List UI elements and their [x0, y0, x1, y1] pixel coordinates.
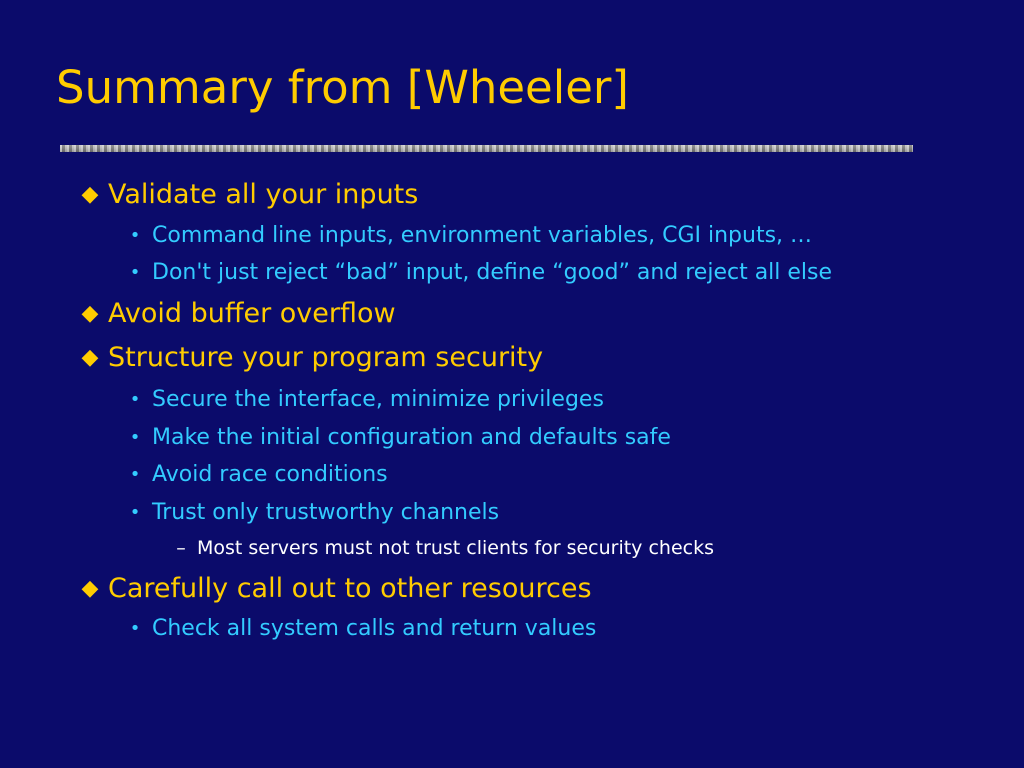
bullet-text: Command line inputs, environment variables, CGI inputs, … [152, 223, 813, 248]
bullet-level2 [118, 460, 388, 490]
bullet-level1 [72, 296, 396, 332]
bullet-text: Make the initial configuration and defaults safe [152, 425, 671, 450]
bullet-level2 [118, 258, 832, 288]
bullet-level2 [118, 385, 604, 415]
dot-bullet-icon: • [129, 389, 141, 410]
bullet-level3 [165, 535, 714, 561]
diamond-bullet-icon: ◆ [81, 345, 99, 370]
bullet-text: Trust only trustworthy channels [152, 500, 500, 525]
bullet-text: Avoid race conditions [152, 462, 388, 487]
bullet-level2 [118, 423, 671, 453]
bullet-text: Validate all your inputs [108, 179, 419, 210]
dot-bullet-icon: • [129, 464, 141, 485]
bullet-text: Avoid buffer overflow [108, 298, 396, 329]
bullet-level2 [118, 614, 596, 644]
bullet-text: Secure the interface, minimize privileges [152, 387, 604, 412]
diamond-bullet-icon: ◆ [81, 576, 99, 601]
bullet-text: Structure your program security [108, 342, 544, 373]
bullet-text: Carefully call out to other resources [108, 573, 592, 604]
diamond-bullet-icon: ◆ [81, 182, 99, 207]
title-divider [60, 145, 913, 152]
bullet-text: Check all system calls and return values [152, 616, 597, 641]
bullet-level2 [118, 498, 499, 528]
dot-bullet-icon: • [129, 262, 141, 283]
dash-bullet-icon: – [176, 537, 186, 559]
bullet-text: Most servers must not trust clients for security checks [197, 537, 714, 559]
dot-bullet-icon: • [129, 618, 141, 639]
dot-bullet-icon: • [129, 502, 141, 523]
bullet-level1 [72, 571, 592, 607]
slide-title: Summary from [Wheeler] [56, 61, 629, 114]
dot-bullet-icon: • [129, 225, 141, 246]
bullet-text: Don't just reject “bad” input, define “good” and reject all else [152, 260, 833, 285]
dot-bullet-icon: • [129, 427, 141, 448]
bullet-level1 [72, 340, 543, 376]
diamond-bullet-icon: ◆ [81, 301, 99, 326]
bullet-level2 [118, 221, 812, 251]
bullet-level1 [72, 177, 418, 213]
